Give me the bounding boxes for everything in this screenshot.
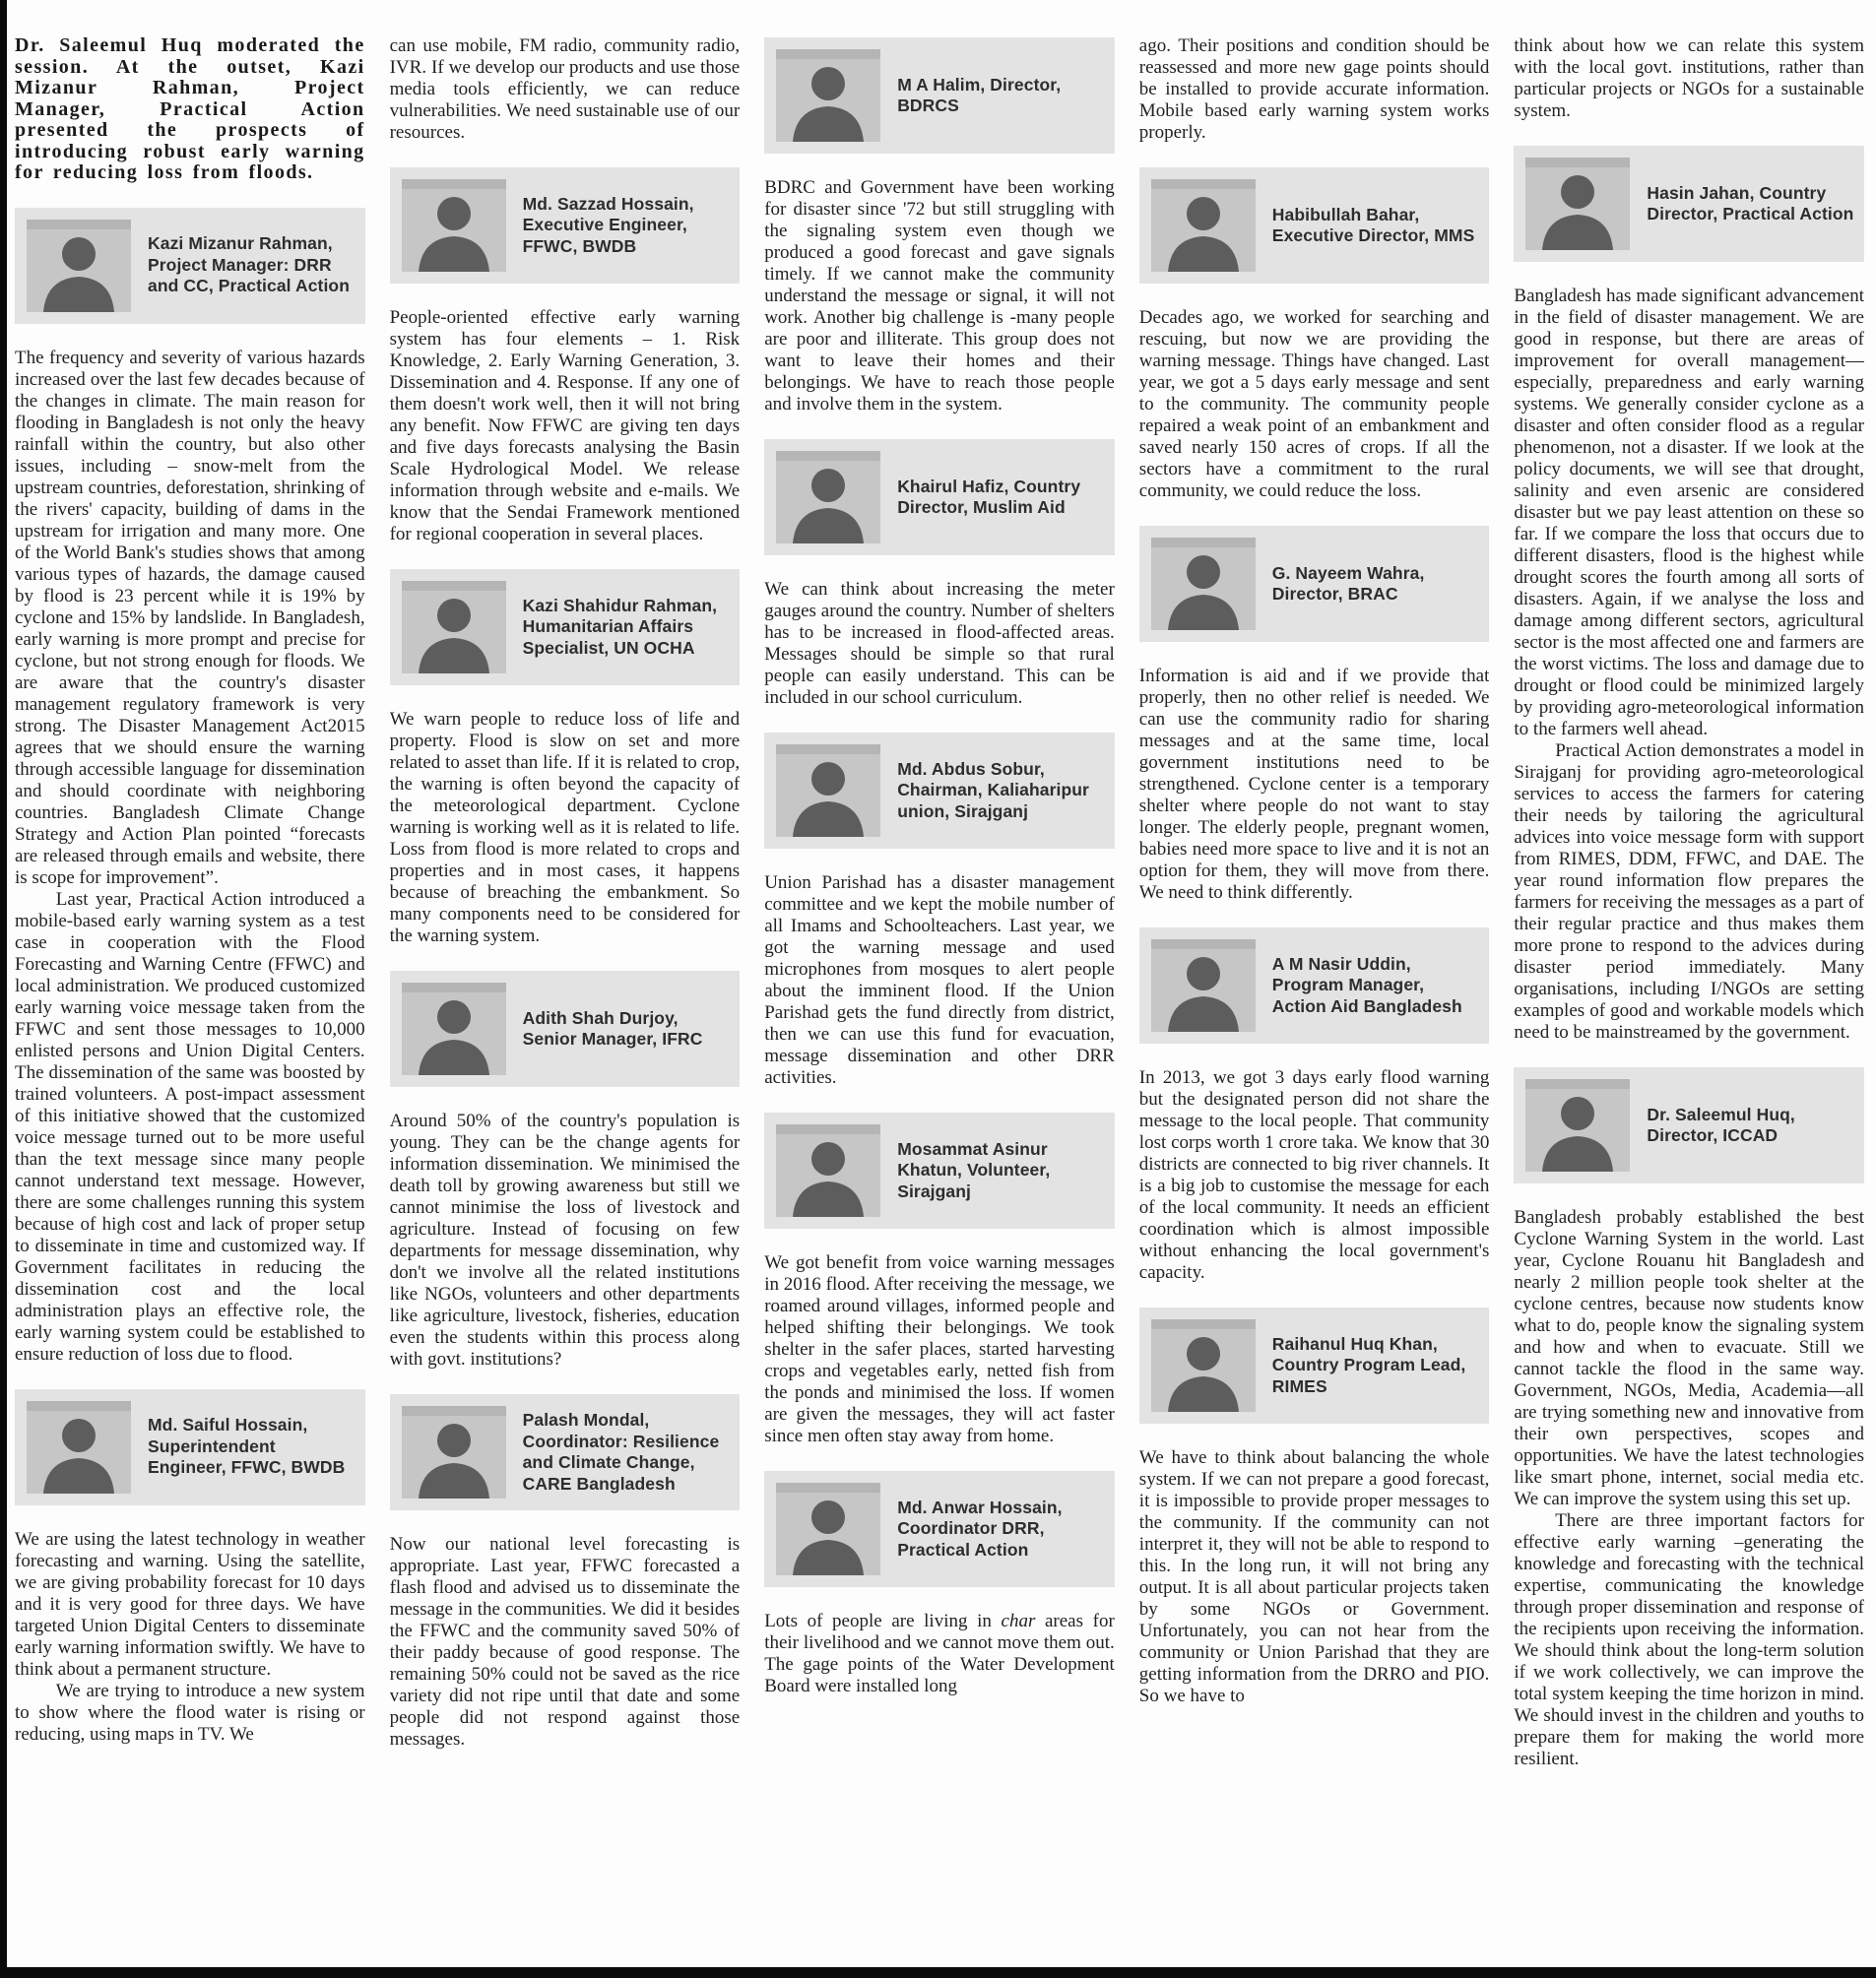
paragraph: can use mobile, FM radio, community radio, IVR. If we develop our products and use those media tools efficiently, we can reduce vulnerabilities. We need sustainable use of our resources. (389, 35, 741, 143)
speaker-card (390, 167, 741, 284)
person-portrait-icon (402, 581, 506, 673)
speaker-card (390, 569, 741, 685)
person-portrait-icon (1525, 158, 1630, 250)
speaker-photo (776, 1124, 880, 1217)
speaker-photo (27, 220, 131, 312)
person-portrait-icon (1151, 939, 1256, 1032)
speaker-photo (1151, 538, 1256, 630)
speaker-name: Md. Abdus Sobur, Chairman, Kaliaharipur union, Sirajganj (897, 758, 1089, 821)
paragraph: We can think about increasing the meter gauges around the country. Number of shelters has to be increased in flood-affected areas. Messages should be simple so that rural people can easily understand. This can be included in our school curriculum. (764, 579, 1115, 708)
speaker-name: Kazi Mizanur Rahman, Project Manager: DRR and CC, Practical Action (148, 233, 350, 296)
intro-paragraph: Dr. Saleemul Huq moderated the session. At the outset, Kazi Mizanur Rahman, Project Manager, Practical Action presented the prospects of introducing robust early warning for reducing loss from floods. (15, 35, 365, 183)
person-portrait-icon (402, 1406, 506, 1499)
speaker-photo (402, 983, 506, 1075)
speaker-name: Adith Shah Durjoy, Senior Manager, IFRC (522, 1007, 703, 1049)
column-1 (15, 35, 365, 1953)
paragraph: The frequency and severity of various hazards increased over the last few decades because of the changes in climate. The main reason for flooding in Bangladesh is not only the heavy rainfall within the country, but also other issues, including – snow-melt from the upstream countries, deforestation, shrinking of the rivers' capacity, building of dams in the upstream for irrigation and many more. One of the World Bank's studies shows that among various types of hazards, the damage caused by flood is 23 percent while it is 19% by cyclone and 15% by landslide. In Bangladesh, early warning is more prompt and precise for cyclone, but not strong enough for floods. We are aware that the country's disaster management regulatory framework is very strong. The Disaster Management Act2015 agrees that we should ensure the warning through accessible language for dissemination and should coordinate with neighboring countries. Bangladesh Climate Change Strategy and Action Plan pointed “forecasts are released through emails and website, there is scope for improvement”. (15, 347, 365, 888)
speaker-photo (1151, 939, 1256, 1032)
speaker-photo (1151, 1319, 1256, 1412)
speaker-name: Kazi Shahidur Rahman, Humanitarian Affairs Specialist, UN OCHA (522, 595, 718, 658)
person-portrait-icon (776, 1483, 880, 1575)
speaker-card (764, 37, 1115, 154)
person-portrait-icon (1151, 179, 1256, 272)
speaker-photo (1525, 158, 1630, 250)
speaker-name: Md. Saiful Hossain, Superintendent Engineer, FFWC, BWDB (148, 1415, 346, 1478)
person-portrait-icon (402, 179, 506, 272)
speaker-name: Mosammat Asinur Khatun, Volunteer, Sirajganj (897, 1138, 1051, 1201)
speaker-photo (1151, 179, 1256, 272)
person-portrait-icon (776, 49, 880, 142)
scan-edge-bar-left (0, 0, 7, 1978)
speaker-photo (776, 1483, 880, 1575)
speaker-name: Hasin Jahan, Country Director, Practical Action (1647, 182, 1854, 223)
paragraph: We got benefit from voice warning messages in 2016 flood. After receiving the message, we roamed around villages, informed people and helped shifting their belongings. We took shelter in the safer places, started harvesting crops and vegetables early, netted fish from the ponds and minimised the loss. If women are given the messages, they will act faster since men often stay away from home. (764, 1252, 1115, 1446)
paragraph: Union Parishad has a disaster management committee and we kept the mobile number of all Imams and Schoolteachers. Last year, we got the warning message and used microphones from mosques to alert people about the imminent flood. If the Union Parishad gets the fund directly from district, then we can use this fund for evacuation, message dissemination and other DRR activities. (764, 872, 1115, 1088)
speaker-name: Palash Mondal, Coordinator: Resilience and Climate Change, CARE Bangladesh (522, 1410, 720, 1494)
column-3 (764, 35, 1115, 1953)
speaker-card (15, 1389, 365, 1505)
person-portrait-icon (27, 1401, 131, 1494)
speaker-name: Khairul Hafiz, Country Director, Muslim Aid (897, 476, 1081, 517)
speaker-card (390, 1394, 741, 1510)
speaker-card (1139, 526, 1490, 642)
speaker-name: Md. Anwar Hossain, Coordinator DRR, Practical Action (897, 1497, 1063, 1560)
paragraph: Information is aid and if we provide that properly, then no other relief is needed. We can use the community radio for sharing messages and at the same time, local government institutions need to be strengthened. Cyclone center is a temporary shelter where people do not want to stay longer. The elderly people, pregnant women, babies need more space to live and it is not an option for them, they will move from there. We need to think differently. (1138, 666, 1490, 903)
speaker-card (1514, 1067, 1864, 1183)
speaker-photo (776, 49, 880, 142)
person-portrait-icon (776, 1124, 880, 1217)
paragraph: We are using the latest technology in weather forecasting and warning. Using the satellite, we are giving probability forecast for 10 days and it is very good for three days. We have targeted Union Digital Centers to disseminate early warning information swiftly. We have to think about a permanent structure. (15, 1528, 365, 1680)
paragraph: There are three important factors for effective early warning –generating the knowledge and forecasting with the technical expertise, communicating the knowledge through proper dissemination and response of the recipients upon receiving the information. We should think about the long-term solution if we work collectively, we can improve the total system keeping the time horizon in mind. We should invest in the children and youths to prepare them for making the world more resilient. (1514, 1510, 1864, 1769)
paragraph: Last year, Practical Action introduced a mobile-based early warning system as a test case in cooperation with the Flood Forecasting and Warning Centre (FFWC) and local administration. We produced customized early warning voice message taken from the FFWC and sent those messages to 10,000 enlisted persons and Union Digital Centers. The dissemination of the same was boosted by trained volunteers. A post-impact assessment of this initiative showed that the customized voice message turned out to be more useful than the text message since many people cannot understand text message. However, there are some challenges running this system because of high cost and lack of proper setup to disseminate in time and customized way. If Government facilitates in reducing the dissemination cost and the local administration plays an effective role, the early warning system could be established to ensure reduction of loss due to flood. (15, 888, 365, 1365)
person-portrait-icon (776, 744, 880, 837)
paragraph: We are trying to introduce a new system to show where the flood water is rising or reducing, using maps in TV. We (15, 1680, 365, 1745)
speaker-photo (402, 179, 506, 272)
speaker-card (1514, 146, 1864, 262)
speaker-name: Raihanul Huq Khan, Country Program Lead, RIMES (1271, 1333, 1466, 1396)
person-portrait-icon (1525, 1079, 1630, 1172)
paragraph: Bangladesh probably established the best Cyclone Warning System in the world. Last year, Cyclone Rouanu hit Bangladesh and nearly 2 million people took shelter at the cyclone centres, because now students know what to do, people know the signaling system and how and when to evacuate. Still we cannot tackle the flood in the same way. Government, NGOs, Media, Academia—all are trying something new and innovative from their own perspectives, scopes and opportunities. We have the latest technologies like smart phone, internet, social media etc. We can improve the system using this set up. (1514, 1207, 1864, 1509)
speaker-name: Dr. Saleemul Huq, Director, ICCAD (1647, 1104, 1795, 1145)
columns-container (7, 0, 1876, 1967)
paragraph: We warn people to reduce loss of life and property. Flood is slow on set and more related to asset than life. If it is related to crop, the warning is often beyond the capacity of the meteorological department. Cyclone warning is working well as it is related to life. Loss from flood is more related to crops and properties and in most cases, it happens because of breaching the embankment. So many components need to be considered for the warning system. (389, 709, 741, 946)
paragraph: Decades ago, we worked for searching and rescuing, but now we are providing the warning message. Things have changed. Last year, we got a 5 days early message and sent to the community. The community people repaired a weak point of an embankment and saved nearly 150 acres of crops. If all the sectors have a commitment to the rural community, we could reduce the loss. (1138, 307, 1490, 501)
speaker-card (390, 971, 741, 1087)
person-portrait-icon (402, 983, 506, 1075)
paragraph: Around 50% of the country's population is young. They can be the change agents for information dissemination. We minimised the death toll by growing awareness but still we cannot minimise the loss of livestock and agriculture. Instead of focusing on few departments for message dissemination, why don't we involve all the related institutions like NGOs, volunteers and other departments like agriculture, livestock, fisheries, education even the students within this process along with govt. institutions? (389, 1111, 741, 1370)
column-2 (390, 35, 741, 1953)
speaker-photo (776, 744, 880, 837)
speaker-photo (776, 451, 880, 543)
speaker-card (15, 208, 365, 324)
person-portrait-icon (27, 220, 131, 312)
scan-edge-bar-bottom (0, 1967, 1876, 1978)
speaker-card (764, 733, 1115, 849)
paragraph: Practical Action demonstrates a model in Sirajganj for providing agro-meteorological services to access the farmers for catering their needs by tailoring the agricultural advices into voice message form with support from RIMES, DDM, FFWC, and DAE. The year round information flow prepares the farmers for receiving the messages as a part of their regular practice and thus makes them more prone to respond to the advices during disaster period immediately. Many organisations, including I/NGOs are setting examples of good and workable models which need to be mainstreamed by the government. (1514, 740, 1864, 1043)
paragraph: We have to think about balancing the whole system. If we can not prepare a good forecast, it is impossible to provide proper messages to the community. If the community can not interpret it, they will not be able to respond to this. In the long run, it will not bring any output. It is all about particular projects taken by some NGOs or Government. Unfortunately, you can not hear from the community or Union Parishad that they are getting information from the DRRO and PIO. So we have to (1138, 1447, 1490, 1706)
speaker-card (1139, 1308, 1490, 1424)
speaker-card (764, 439, 1115, 555)
speaker-name: A M Nasir Uddin, Program Manager, Action Aid Bangladesh (1271, 953, 1462, 1016)
paragraph: think about how we can relate this system with the local govt. institutions, rather than particular projects or NGOs for a sustainable system. (1514, 35, 1864, 121)
person-portrait-icon (1151, 1319, 1256, 1412)
speaker-card (764, 1113, 1115, 1229)
paragraph: People-oriented effective early warning system has four elements – 1. Risk Knowledge, 2. Early Warning Generation, 3. Dissemination and 4. Response. If any one of them doesn't work well, then it will not bring any benefit. Now FFWC are giving ten days and five days forecasts analysing the Basin Scale Hydrological Model. We release information through website and e-mails. We know that the Sendai Framework mentioned for regional cooperation in several places. (389, 307, 741, 544)
speaker-name: Md. Sazzad Hossain, Executive Engineer, FFWC, BWDB (522, 193, 694, 256)
column-5 (1514, 35, 1864, 1953)
speaker-card (1139, 927, 1490, 1044)
paragraph: Bangladesh has made significant advancement in the field of disaster management. We are good in response, but there are areas of improvement for overall management—especially, preparedness and early warning systems. We generally consider cyclone as a disaster and often consider flood as a regular phenomenon, not a disaster. If we look at the policy documents, we will see that drought, salinity and even arsenic are considered disaster but we pay least attention on these so far. If we compare the loss that occurs due to different disasters, flood is the highest while drought scores the fourth among all sorts of disasters. Again, if we analyse the loss and damage among different sectors, agricultural sector is the most affected one and farmers are the worst victims. The loss and damage due to drought or flood could be minimized largely by providing agro-meteorological information to the farmers well ahead. (1514, 286, 1864, 739)
speaker-name: Habibullah Bahar, Executive Director, MMS (1271, 204, 1475, 245)
paragraph: In 2013, we got 3 days early flood warning but the designated person did not share the message to the local people. That community lost corps worth 1 crore taka. We know that 30 districts are connected to big river channels. It is a big job to customise the message for each of the local community. It needs an efficient coordination which is almost impossible without enhancing the local government's capacity. (1138, 1067, 1490, 1283)
speaker-name: M A Halim, Director, BDRCS (897, 74, 1062, 115)
person-portrait-icon (776, 451, 880, 543)
paragraph: BDRC and Government have been working for disaster since '72 but still struggling with the signaling system even though we produced a good forecast and gave signals timely. If we cannot make the community understand the message or signal, it will not work. Another big challenge is -many people are poor and illiterate. This group does not want to leave their homes and their belongings. We have to reach those people and involve them in the system. (764, 177, 1115, 415)
speaker-card (764, 1471, 1115, 1587)
paragraph: ago. Their positions and condition should be reassessed and more new gage points should be installed to provide accurate information. Mobile based early warning system works properly. (1138, 35, 1490, 143)
speaker-name: G. Nayeem Wahra, Director, BRAC (1271, 562, 1425, 604)
paragraph: Now our national level forecasting is appropriate. Last year, FFWC forecasted a flash flood and advised us to disseminate the message in the communities. We did it besides the FFWC and the community saved 50% of their paddy because of good response. The remaining 50% could not be saved as the rice variety did not ripe until that date and some people did not respond against those messages. (389, 1534, 741, 1750)
speaker-photo (27, 1401, 131, 1494)
speaker-photo (402, 581, 506, 673)
person-portrait-icon (1151, 538, 1256, 630)
paragraph: Lots of people are living in char areas for their livelihood and we cannot move them out. The gage points of the Water Development Board were installed long (764, 1611, 1115, 1696)
column-4 (1139, 35, 1490, 1953)
speaker-card (1139, 167, 1490, 284)
speaker-photo (402, 1406, 506, 1499)
speaker-photo (1525, 1079, 1630, 1172)
